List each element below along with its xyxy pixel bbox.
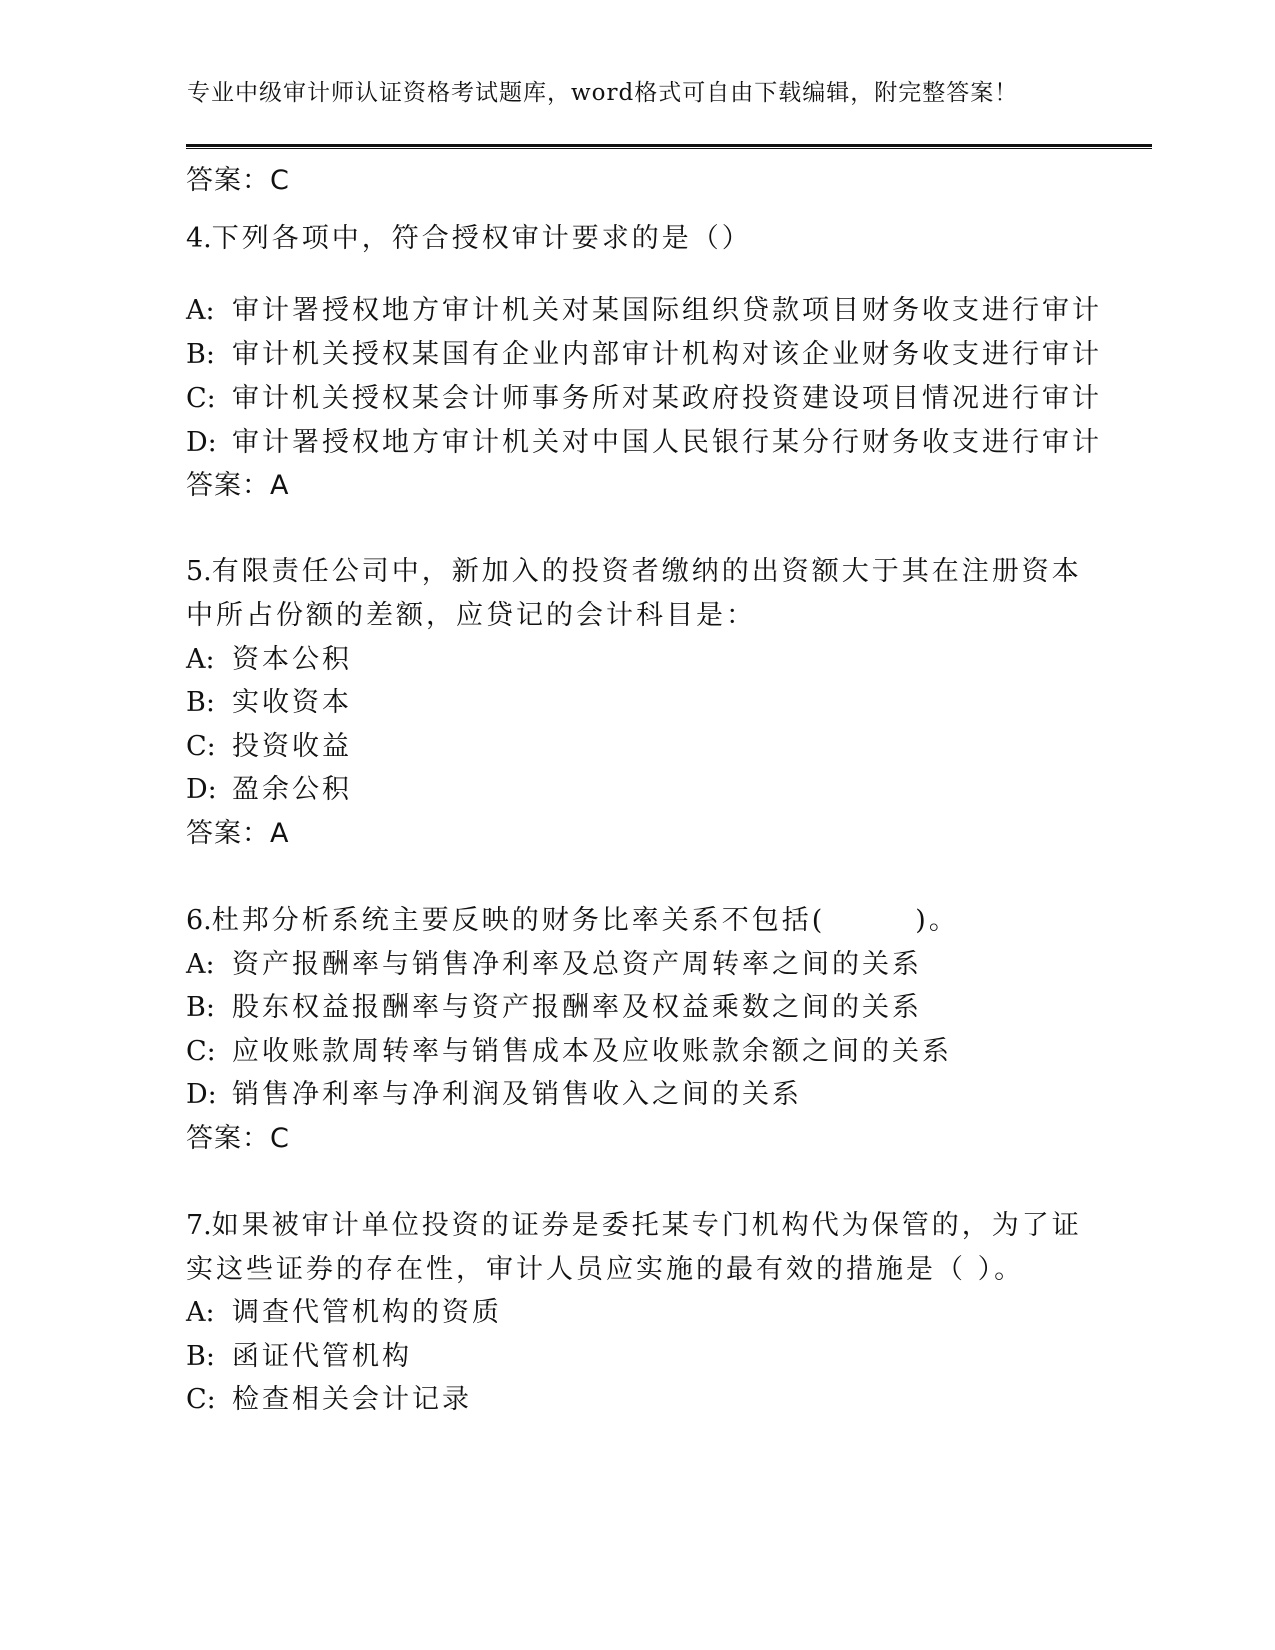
option-letter: B: [186, 992, 215, 1023]
question-stem-continued: 中所占份额的差额，应贷记的会计科目是： [186, 600, 756, 631]
option-item [186, 637, 352, 676]
option-item [186, 376, 1102, 415]
option-text: 审计署授权地方审计机关对某国际组织贷款项目财务收支进行审计 [232, 295, 1102, 326]
option-item [186, 1334, 412, 1373]
option-text: 检查相关会计记录 [232, 1384, 472, 1415]
header-divider [186, 144, 1152, 149]
question-stem [186, 898, 959, 937]
option-letter: A: [186, 295, 215, 326]
option-letter: B: [186, 1341, 215, 1372]
option-item [186, 767, 352, 806]
option-letter: D: [186, 774, 217, 805]
option-item [186, 288, 1102, 327]
question-stem [186, 549, 1082, 588]
option-letter: C: [186, 731, 216, 762]
option-letter: B: [186, 687, 215, 718]
answer-line: 答案：A [186, 818, 290, 849]
option-item [186, 1029, 952, 1068]
question-text: 杜邦分析系统主要反映的财务比率关系不包括( )。 [211, 905, 959, 936]
option-item [186, 680, 352, 719]
option-letter: A: [186, 949, 215, 980]
option-text: 资产报酬率与销售净利率及总资产周转率之间的关系 [232, 949, 922, 980]
option-letter: C: [186, 383, 216, 414]
option-item [186, 1290, 502, 1329]
question-number: 5. [186, 556, 212, 587]
option-item [186, 1072, 802, 1111]
option-letter: C: [186, 1036, 216, 1067]
answer-line: 答案：A [186, 470, 290, 501]
option-text: 审计机关授权某国有企业内部审计机构对该企业财务收支进行审计 [232, 339, 1102, 370]
option-letter: D: [186, 1079, 217, 1110]
question-number: 4. [186, 223, 212, 254]
question-number: 6. [186, 905, 212, 936]
question-stem [186, 216, 752, 255]
option-item [186, 1377, 472, 1416]
option-letter: A: [186, 644, 215, 675]
option-text: 销售净利率与净利润及销售收入之间的关系 [232, 1079, 802, 1110]
question-text: 下列各项中，符合授权审计要求的是（） [211, 223, 752, 254]
document-header: 专业中级审计师认证资格考试题库，word格式可自由下载编辑，附完整答案！ [187, 80, 1019, 106]
option-text: 资本公积 [232, 644, 352, 675]
question-text: 如果被审计单位投资的证券是委托某专门机构代为保管的，为了证 [211, 1210, 1082, 1241]
option-item [186, 332, 1102, 371]
question-text: 有限责任公司中，新加入的投资者缴纳的出资额大于其在注册资本 [211, 556, 1082, 587]
option-item [186, 724, 352, 763]
option-text: 函证代管机构 [232, 1341, 412, 1372]
option-letter: D: [186, 427, 217, 458]
option-item [186, 942, 922, 981]
option-letter: B: [186, 339, 215, 370]
option-text: 股东权益报酬率与资产报酬率及权益乘数之间的关系 [232, 992, 922, 1023]
option-item [186, 420, 1102, 459]
option-text: 投资收益 [232, 731, 352, 762]
question-stem [186, 1203, 1082, 1242]
option-letter: C: [186, 1384, 216, 1415]
option-text: 实收资本 [232, 687, 352, 718]
option-text: 调查代管机构的资质 [232, 1297, 502, 1328]
answer-line: 答案：C [186, 1123, 290, 1154]
option-text: 应收账款周转率与销售成本及应收账款余额之间的关系 [232, 1036, 952, 1067]
option-item [186, 985, 922, 1024]
option-text: 审计署授权地方审计机关对中国人民银行某分行财务收支进行审计 [232, 427, 1102, 458]
option-text: 盈余公积 [232, 774, 352, 805]
option-letter: A: [186, 1297, 215, 1328]
answer-line: 答案：C [186, 165, 290, 196]
question-number: 7. [186, 1210, 212, 1241]
option-text: 审计机关授权某会计师事务所对某政府投资建设项目情况进行审计 [232, 383, 1102, 414]
question-stem-continued: 实这些证券的存在性，审计人员应实施的最有效的措施是（ ）。 [186, 1254, 1025, 1285]
